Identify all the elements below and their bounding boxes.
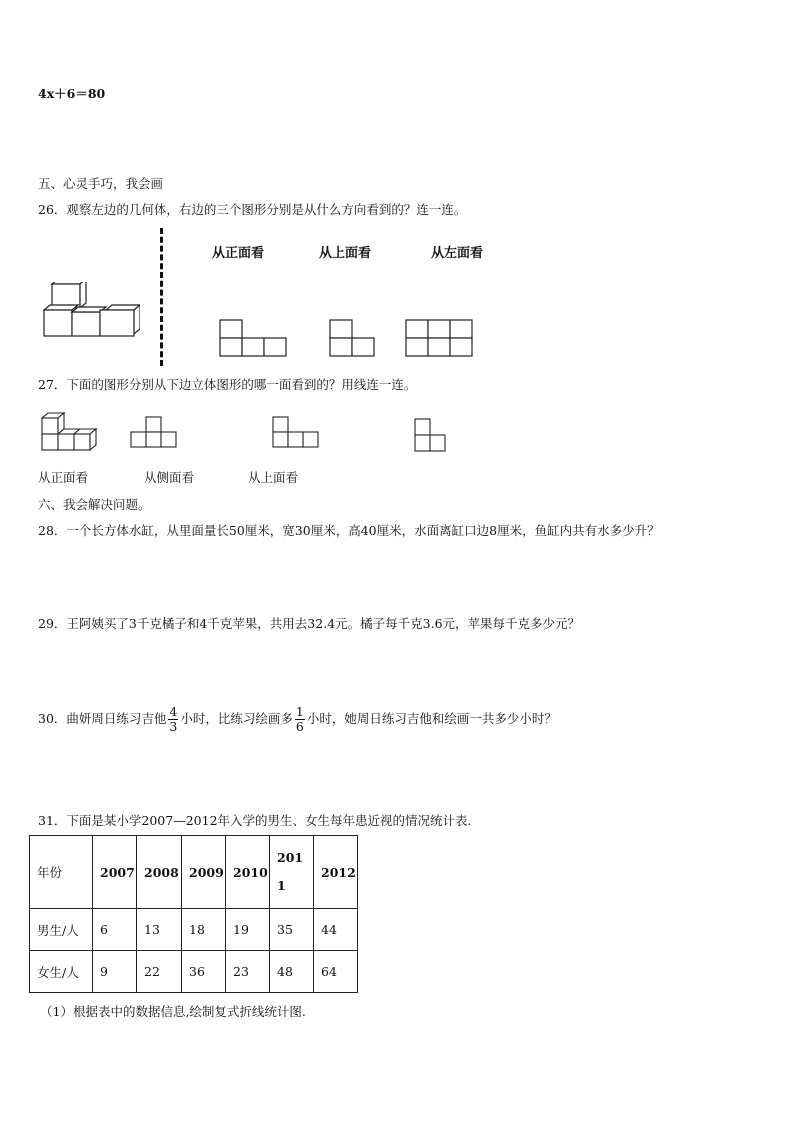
q27-view-a [130, 416, 178, 450]
section-6-title: 六、我会解决问题。 [38, 497, 151, 512]
table-cell: 44 [314, 909, 358, 951]
q26-label-left: 从左面看 [431, 246, 484, 261]
table-header-cell: 2012 [314, 836, 358, 909]
q26-label-top: 从上面看 [319, 246, 372, 261]
table-cell: 36 [182, 951, 226, 993]
q26-view-c [405, 319, 475, 357]
question-29-text: 29．王阿姨买了3千克橘子和4千克苹果，共用去32.4元。橘子每千克3.6元，苹果每千克多少元？ [38, 616, 581, 631]
question-31-text: 31．下面是某小学2007—2012年入学的男生、女生每年患近视的情况统计表. [38, 813, 472, 828]
equation: 4x＋6＝80 [38, 86, 106, 101]
table-cell: 男生/人 [30, 909, 93, 951]
q26-solid-figure [40, 282, 140, 342]
table-cell: 48 [270, 951, 314, 993]
q30-frac2-numerator: 1 [295, 704, 304, 719]
table-cell: 22 [137, 951, 182, 993]
q26-view-a [219, 319, 289, 357]
table-header-cell: 2010 [226, 836, 270, 909]
table-cell: 18 [182, 909, 226, 951]
table-header-cell: 2009 [182, 836, 226, 909]
q27-label-side: 从侧面看 [144, 470, 195, 485]
myopia-stats-table [29, 835, 358, 993]
q30-frac1-numerator: 4 [169, 704, 178, 719]
table-row [30, 951, 358, 993]
q26-label-front: 从正面看 [212, 246, 265, 261]
q27-solid-figure [40, 410, 100, 452]
table-cell: 女生/人 [30, 951, 93, 993]
question-28-text: 28．一个长方体水缸，从里面量长50厘米，宽30厘米，高40厘米，水面离缸口边8厘米，鱼缸内共有水多少升？ [38, 523, 660, 538]
table-cell: 13 [137, 909, 182, 951]
q30-fraction-more [295, 705, 305, 734]
q30-fraction-guitar [168, 705, 178, 734]
q30-frac2-denominator: 6 [295, 719, 304, 734]
question-30-text [38, 705, 557, 734]
table-header-cell: 2007 [93, 836, 137, 909]
q30-suffix: 小时，她周日练习吉他和绘画一共多少小时？ [306, 711, 557, 726]
dashed-divider [160, 228, 163, 366]
question-26-text: 26．观察左边的几何体，右边的三个图形分别是从什么方向看到的？连一连。 [38, 202, 467, 217]
question-27-text: 27．下面的图形分别从下边立体图形的哪一面看到的？用线连一连。 [38, 377, 417, 392]
q27-view-b [272, 416, 320, 450]
table-cell: 19 [226, 909, 270, 951]
q30-middle: 小时，比练习绘画多 [180, 711, 293, 726]
q30-frac1-denominator: 3 [169, 719, 178, 734]
q27-label-front: 从正面看 [38, 470, 89, 485]
q27-label-top: 从上面看 [248, 470, 299, 485]
q30-prefix: 30．曲妍周日练习吉他 [38, 711, 167, 726]
table-header-cell: 年份 [30, 836, 93, 909]
q27-view-c [414, 418, 448, 454]
table-header-cell: 2008 [137, 836, 182, 909]
table-cell: 64 [314, 951, 358, 993]
table-cell: 23 [226, 951, 270, 993]
table-cell: 6 [93, 909, 137, 951]
table-row [30, 909, 358, 951]
table-cell: 35 [270, 909, 314, 951]
table-cell: 9 [93, 951, 137, 993]
question-31-sub-1: （1）根据表中的数据信息,绘制复式折线统计图. [40, 1004, 306, 1019]
section-5-title: 五、心灵手巧，我会画 [38, 176, 164, 191]
q26-view-b [329, 319, 377, 357]
table-header-cell: 201 1 [270, 836, 314, 909]
table-header-row [30, 836, 358, 909]
